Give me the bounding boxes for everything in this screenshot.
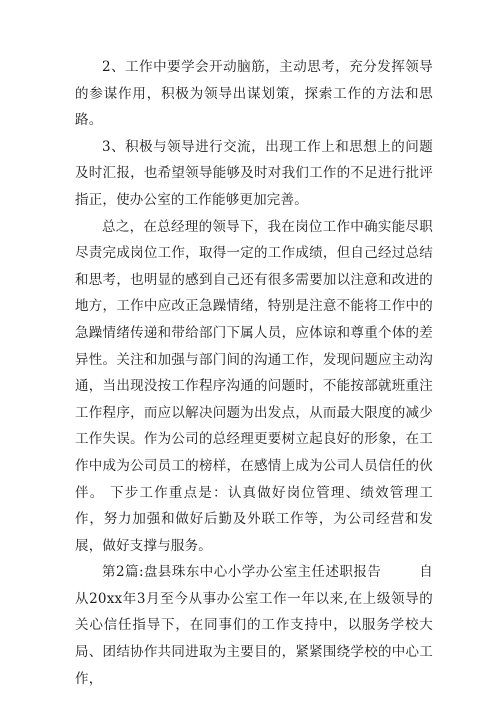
next-report-body: 自从20xx年3月至今从事办公室工作一年以来,在上级领导的关心信任指导下，在同事们的工作支持中，以服务学校大局、团结协作共同进取为主要目的，紧紧围绕学校的中心工作， bbox=[75, 564, 433, 687]
paragraph-next-report bbox=[75, 559, 433, 692]
paragraph-item-2: 2、工作中要学会开动脑筋，主动思考，充分发挥领导的参谋作用，积极为领导出谋划策，探索工作的方法和思路。 bbox=[75, 59, 433, 129]
paragraph-item-3: 3、积极与领导进行交流，出现工作上和思想上的问题及时汇报，也希望领导能够及时对我们工作的不足进行批评指正，使办公室的工作能够更加完善。 bbox=[75, 138, 433, 208]
paragraph-summary: 总之，在总经理的领导下，我在岗位工作中确实能尽职尽责完成岗位工作，取得一定的工作成绩，但自己经过总结和思考，也明显的感到自己还有很多需要加以注意和改进的地方，工作中应改正急躁情绪，特别是注意不能将工作中的急躁情绪传递和带给部门下属人员，应体谅和尊重个体的差异性。关注和加强与部门间的沟通工作，发现问题应主动沟通，当出现没按工作程序沟通的问题时，不能按部就班重注工作程序，而应以解决问题为出发点，从而最大限度的减少工作失误。作为公司的总经理更要树立起良好的形象，在工作中成为公司员工的榜样，在感情上成为公司人员信任的伙伴。 下步工作重点是：认真做好岗位管理、绩效管理工作，努力加强和做好后勤及外联工作等，为公司经营和发展，做好支撑与服务。 bbox=[75, 218, 433, 554]
next-report-heading: 第2篇:盘县珠东中心小学办公室主任述职报告 bbox=[102, 564, 382, 581]
document-body bbox=[75, 54, 433, 692]
